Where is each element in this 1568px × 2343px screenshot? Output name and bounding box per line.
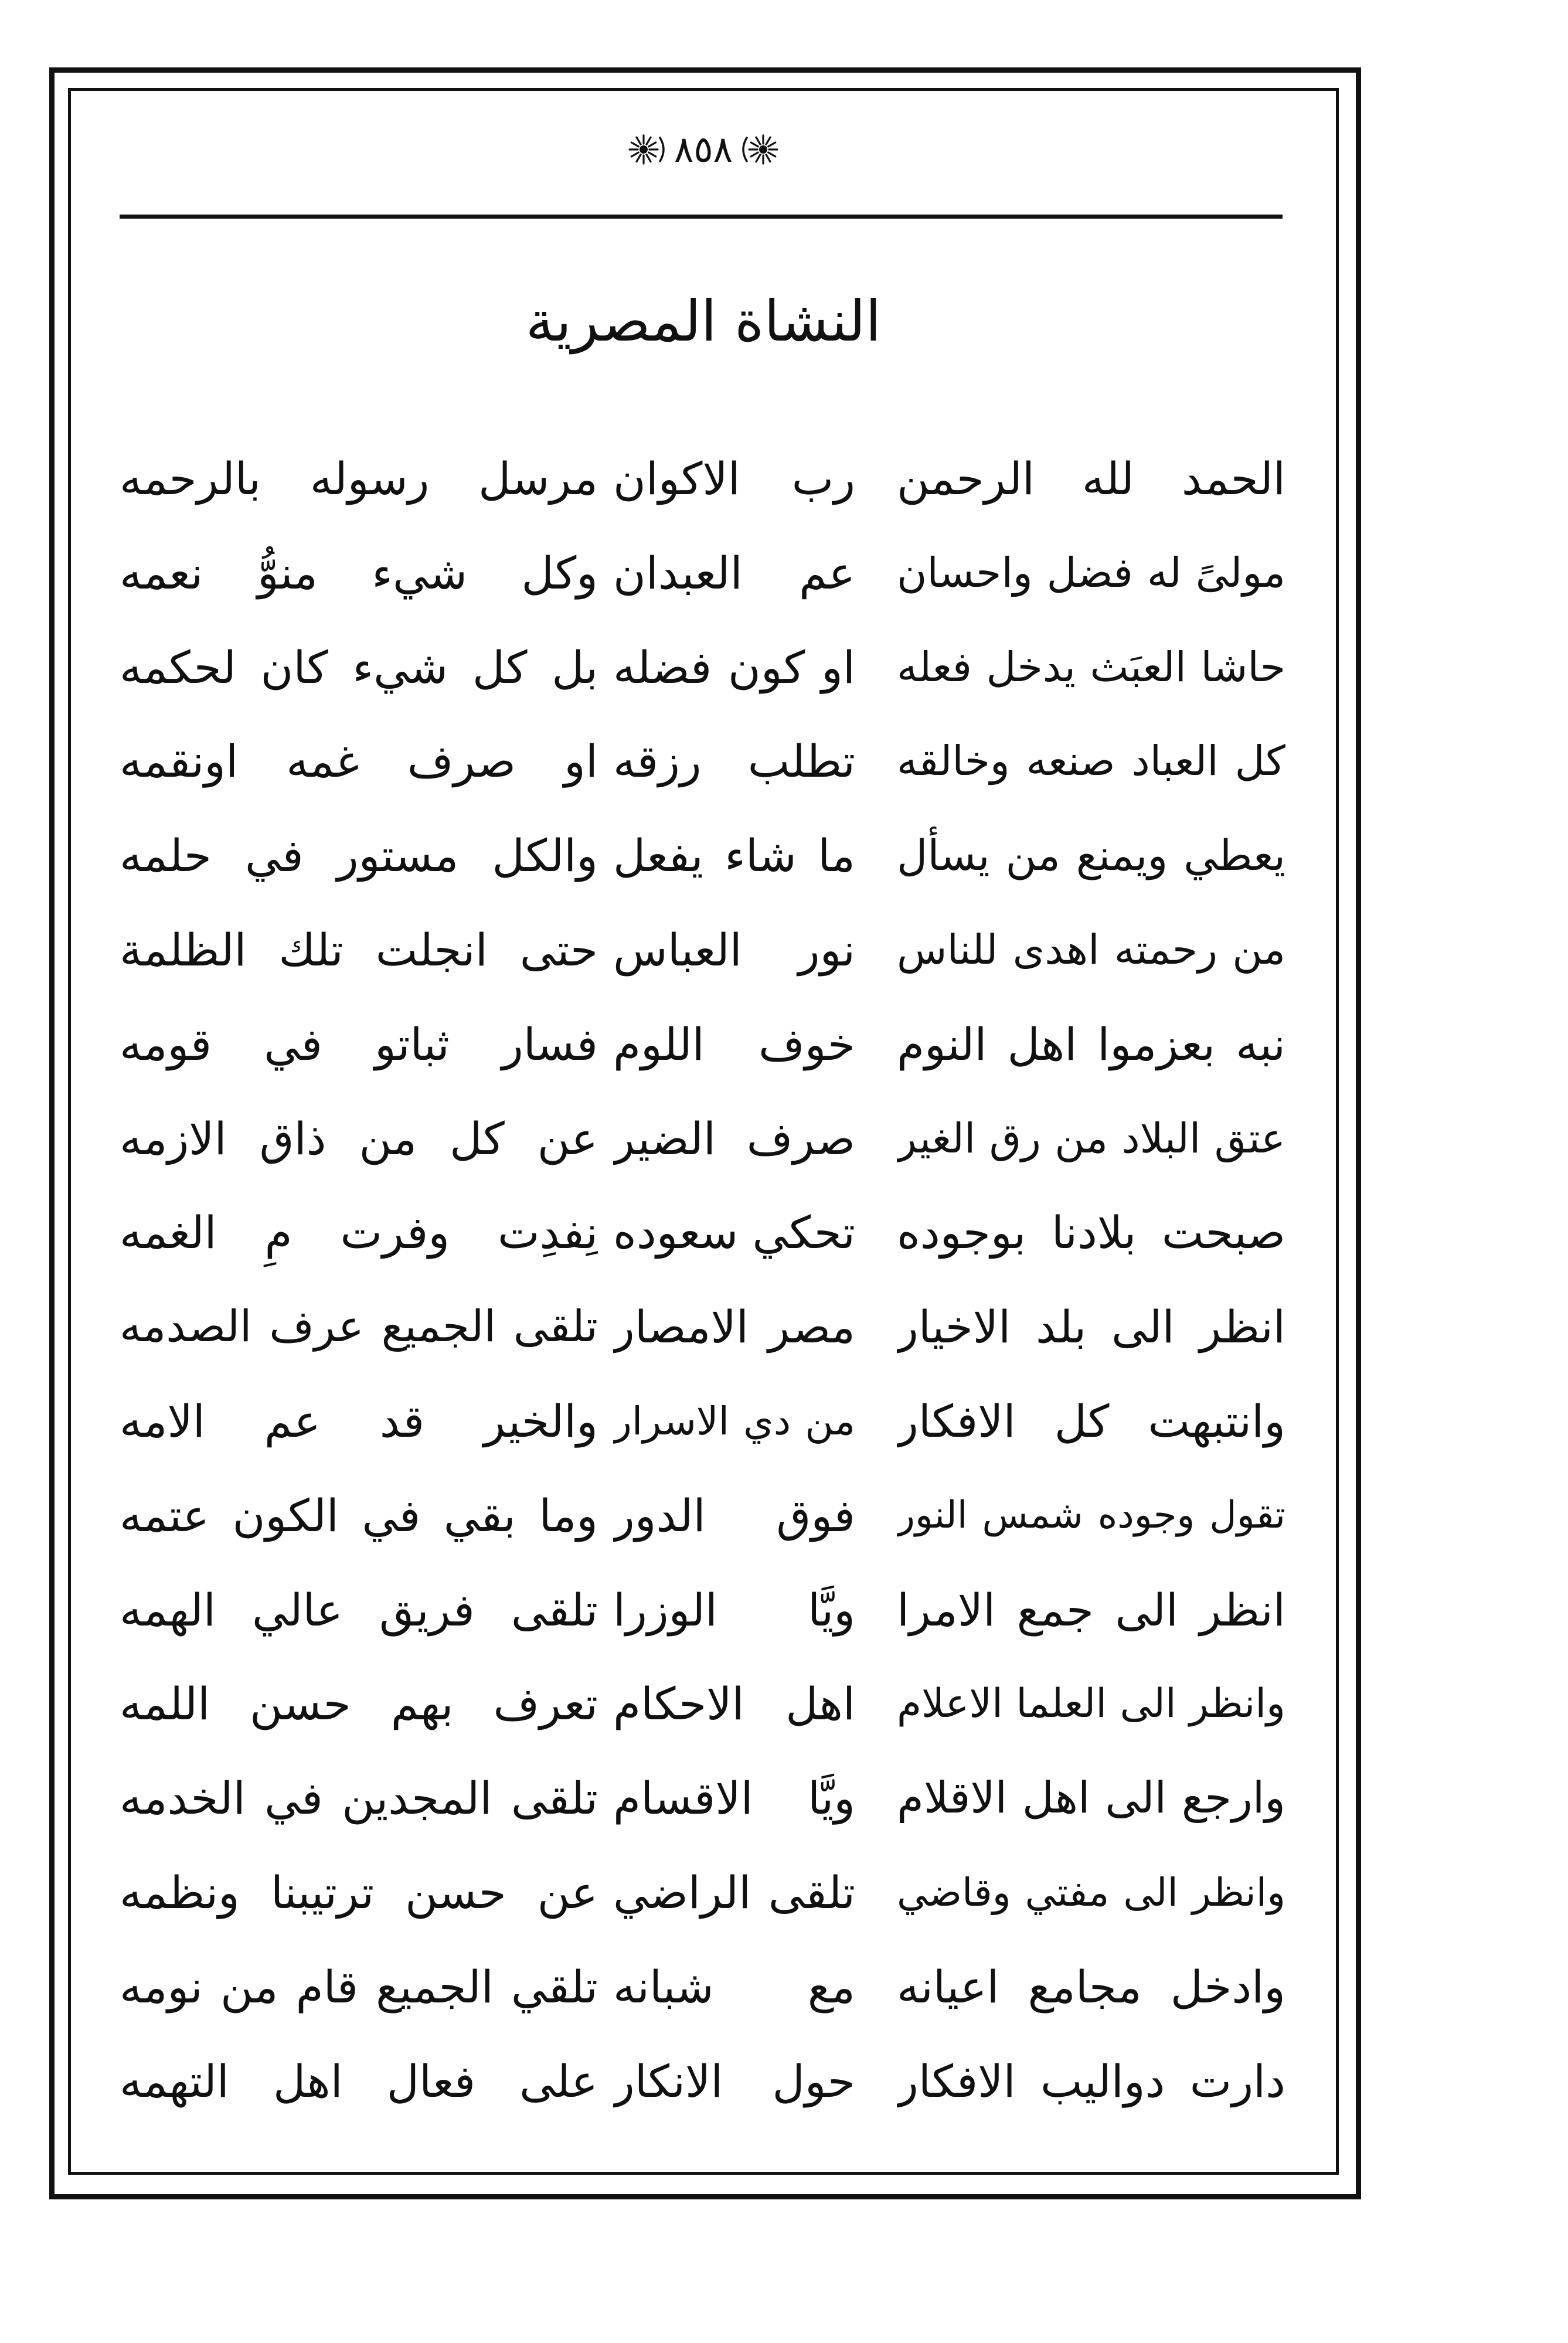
verse-left-segment: عن كل من ذاق الازمه [120, 1112, 598, 1165]
verse-line [0, 997, 1568, 1091]
verse-middle-segment: تلقى الراضي [613, 1866, 855, 1919]
verse-middle-segment: خوف اللوم [613, 1018, 855, 1070]
verse-line [0, 1751, 1568, 1845]
verse-left-segment: حتى انجلت تلك الظلمة [120, 923, 598, 976]
verse-middle-segment: صرف الضير [613, 1112, 855, 1165]
verse-right-segment: كل العباد صنعه وخالقه [897, 737, 1285, 785]
verse-left-segment: فسار ثباتو في قومه [120, 1018, 598, 1070]
verse-left-segment: على فعال اهل التهمه [120, 2055, 598, 2107]
starburst-ornament-icon [620, 131, 667, 168]
verse-right-segment: وارجع الى اهل الاقلام [897, 1773, 1285, 1824]
verse-right-segment: يعطي ويمنع من يسأل [897, 831, 1285, 880]
verse-line [0, 1468, 1568, 1563]
verse-line [0, 1091, 1568, 1186]
verse-middle-segment: او كون فضله [613, 641, 855, 693]
verse-line [0, 1280, 1568, 1374]
verse-middle-segment: اهل الاحكام [613, 1678, 855, 1730]
verse-line [0, 714, 1568, 808]
verse-line [0, 1374, 1568, 1468]
verse-right-segment: وادخل مجامع اعيانه [897, 1960, 1285, 2013]
verse-line [0, 1563, 1568, 1657]
verse-left-segment: بل كل شيء كان لحكمه [120, 641, 598, 693]
verse-middle-segment: تحكي سعوده [613, 1206, 855, 1259]
verse-middle-segment: نور العباس [613, 923, 855, 976]
verse-middle-segment: عم العبدان [613, 546, 855, 599]
verse-right-segment: وانظر الى مفتي وقاضي [897, 1869, 1285, 1915]
verse-left-segment: او صرف غمه اونقمه [120, 735, 598, 788]
verse-middle-segment: ويَّا الاقسام [613, 1772, 855, 1825]
verse-left-segment: نِفدِت وفرت مِ الغمه [120, 1206, 598, 1259]
page-number: ٨٥٨ [674, 128, 733, 171]
verse-middle-segment: فوق الدور [613, 1489, 855, 1542]
verse-line [0, 431, 1568, 526]
verse-right-segment: وانظر الى العلما الاعلام [897, 1681, 1285, 1728]
verse-left-segment: تعرف بهم حسن اللمه [120, 1678, 598, 1730]
verse-middle-segment: ويَّا الوزرا [613, 1583, 855, 1636]
header-rule [120, 215, 1283, 219]
verse-left-segment: تلقى الجميع عرف الصدمه [120, 1301, 598, 1352]
verse-left-segment: تلقى فريق عالي الهمه [120, 1583, 598, 1636]
verse-left-segment: والخير قد عم الامه [120, 1395, 598, 1447]
verse-right-segment: مولىً له فضل واحسان [897, 548, 1285, 597]
verse-right-segment: حاشا العبَث يدخل فعله [897, 642, 1285, 691]
verse-right-segment: انظر الى بلد الاخيار [897, 1301, 1285, 1354]
verse-right-segment: نبه بعزموا اهل النوم [897, 1018, 1285, 1070]
verse-right-segment: عتق البلاد من رق الغير [897, 1114, 1285, 1162]
verse-left-segment: وما بقي في الكون عتمه [120, 1489, 598, 1542]
verse-right-segment: وانتبهت كل الافكار [897, 1395, 1285, 1447]
verse-right-segment: انظر الى جمع الامرا [897, 1583, 1285, 1636]
verse-middle-segment: رب الاكوان [613, 453, 855, 505]
verse-line [0, 1845, 1568, 1940]
verse-middle-segment: ما شاء يفعل [613, 829, 855, 882]
verse-right-segment: من رحمته اهدى للناس [897, 925, 1285, 974]
verse-line [0, 903, 1568, 997]
starburst-ornament-icon [740, 131, 787, 168]
verse-middle-segment: حول الانكار [613, 2055, 855, 2107]
verse-left-segment: تلقى المجدين في الخدمه [120, 1772, 598, 1825]
verse-line [0, 2034, 1568, 2128]
verse-line [0, 526, 1568, 620]
verse-middle-segment: مع شبانه [613, 1960, 855, 2013]
verse-line [0, 620, 1568, 715]
verse-middle-segment: تطلب رزقه [613, 735, 855, 788]
page-title: النشاة المصرية [525, 288, 882, 354]
verse-line [0, 1657, 1568, 1751]
verse-left-segment: مرسل رسوله بالرحمه [120, 453, 598, 505]
page-header [557, 123, 850, 176]
verse-line [0, 808, 1568, 903]
verse-left-segment: عن حسن ترتيبنا ونظمه [120, 1866, 598, 1919]
verse-right-segment: صبحت بلادنا بوجوده [897, 1206, 1285, 1259]
verse-left-segment: والكل مستور في حلمه [120, 829, 598, 882]
verse-left-segment: وكل شيء منوُّ نعمه [120, 546, 598, 599]
poem-body [0, 431, 1568, 2128]
verse-right-segment: دارت دواليب الافكار [897, 2055, 1285, 2107]
verse-middle-segment: مصر الامصار [613, 1301, 855, 1354]
verse-right-segment: تقول وجوده شمس النور [897, 1493, 1285, 1537]
verse-right-segment: الحمد لله الرحمن [897, 453, 1285, 505]
verse-line [0, 1940, 1568, 2034]
verse-line [0, 1185, 1568, 1280]
verse-left-segment: تلقي الجميع قام من نومه [120, 1960, 598, 2013]
verse-middle-segment: من دي الاسرار [613, 1398, 855, 1444]
